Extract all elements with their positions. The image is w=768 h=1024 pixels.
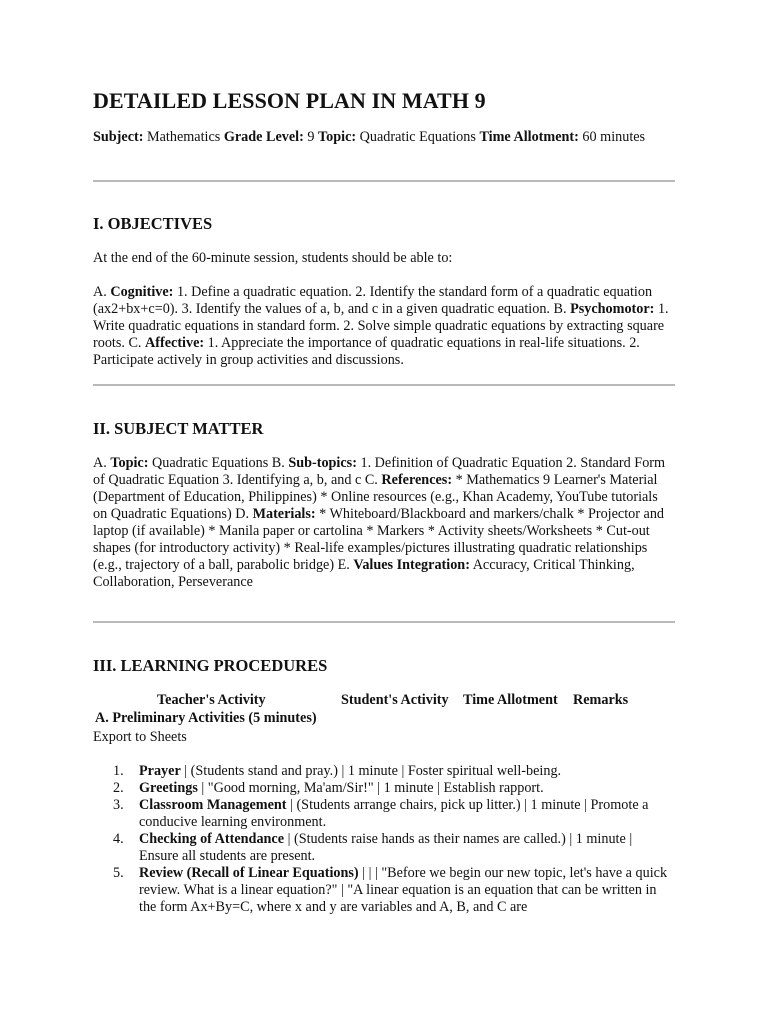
list-item — [113, 780, 675, 797]
lesson-meta — [93, 129, 675, 146]
objective-a-prefix: A. — [93, 284, 107, 300]
subject-value: Mathematics — [147, 129, 221, 145]
objectives-heading: I. OBJECTIVES — [93, 214, 213, 233]
column-header-time: Time Allotment — [463, 692, 558, 708]
time-value: 60 minutes — [582, 129, 646, 145]
list-item-text: | (Students raise hands as their names are called.) | 1 minute | Ensure all students are present. — [139, 831, 633, 864]
subtopics-text: 1. Definition of Quadratic Equation 2. Standard Form of Quadratic Equation 3. Identifying a, b, and c C. — [93, 455, 666, 488]
list-item-label: Checking of Attendance — [139, 831, 285, 847]
procedures-heading: III. LEARNING PROCEDURES — [93, 656, 328, 675]
list-item-text: | (Students arrange chairs, pick up litter.) | 1 minute | Promote a conducive learning environment. — [139, 797, 649, 830]
materials-text: * Whiteboard/Blackboard and markers/chalk * Projector and laptop (if available) * Manila paper or cartolina * Markers * Activity sheets/Worksheets * Cut-out shapes (for introductory activity) * Real-life examples/pictures illustrating quadratic relationships (e.g., trajectory of a ball, parabolic bridge) E. — [93, 506, 665, 573]
references-label: References: — [381, 472, 453, 488]
subject-label: Subject: — [93, 129, 144, 145]
export-to-sheets-link[interactable]: Export to Sheets — [93, 729, 187, 745]
affective-label: Affective: — [145, 335, 205, 351]
list-item-number: 1. — [113, 763, 124, 779]
subject-matter-body — [93, 455, 675, 591]
grade-label: Grade Level: — [223, 129, 304, 145]
cognitive-label: Cognitive: — [110, 284, 174, 300]
topic-label: Topic: — [318, 129, 357, 145]
references-text: * Mathematics 9 Learner's Material (Department of Education, Philippines) * Online resources (e.g., Khan Academy, YouTube tutorials on Quadratic Equations) D. — [93, 472, 658, 522]
subject-matter-heading: II. SUBJECT MATTER — [93, 419, 264, 438]
list-item — [113, 865, 675, 916]
sm-topic-label: Topic: — [110, 455, 149, 471]
list-item-text: | "Good morning, Ma'am/Sir!" | 1 minute | Establish rapport. — [197, 780, 544, 796]
list-item-number: 2. — [113, 780, 124, 796]
list-item-number: 5. — [113, 865, 124, 881]
preliminary-activities-subhead: A. Preliminary Activities (5 minutes) — [95, 710, 317, 726]
topic-value: Quadratic Equations — [359, 129, 476, 145]
column-header-remarks: Remarks — [573, 692, 629, 708]
affective-text: 1. Appreciate the importance of quadratic equations in real-life situations. 2. Participate actively in group activities and discussions. — [93, 335, 640, 368]
grade-value: 9 — [307, 129, 315, 145]
divider — [93, 180, 675, 182]
list-item-text: | | | "Before we begin our new topic, let's have a quick review. What is a linear equation?" | "A linear equation is an equation that can be written in the form Ax+By=C, where x and y are variables and A, B, and C are — [139, 865, 668, 915]
list-item-label: Classroom Management — [139, 797, 287, 813]
list-item — [113, 797, 675, 831]
values-label: Values Integration: — [353, 557, 470, 573]
sm-topic-text: Quadratic Equations B. — [152, 455, 285, 471]
subject-matter-a-prefix: A. — [93, 455, 107, 471]
divider — [93, 621, 675, 623]
list-item-label: Greetings — [139, 780, 198, 796]
list-item-text: | (Students stand and pray.) | 1 minute | Foster spiritual well-being. — [180, 763, 562, 779]
objectives-intro: At the end of the 60-minute session, students should be able to: — [93, 250, 453, 266]
column-header-student: Student's Activity — [341, 692, 449, 708]
list-item-number: 4. — [113, 831, 124, 847]
values-text: Accuracy, Critical Thinking, Collaboration, Perseverance — [93, 557, 635, 590]
document-title: DETAILED LESSON PLAN IN MATH 9 — [93, 88, 486, 113]
list-item — [113, 831, 675, 865]
column-header-teacher: Teacher's Activity — [157, 692, 266, 708]
list-item-label: Prayer — [139, 763, 181, 779]
psychomotor-text: 1. Write quadratic equations in standard form. 2. Solve simple quadratic equations by extracting square roots. C. — [93, 301, 669, 351]
procedures-table-header — [93, 692, 675, 710]
psychomotor-label: Psychomotor: — [570, 301, 655, 317]
divider — [93, 384, 675, 386]
list-item-label: Review (Recall of Linear Equations) — [139, 865, 359, 881]
list-item — [113, 763, 675, 780]
materials-label: Materials: — [252, 506, 316, 522]
cognitive-text: 1. Define a quadratic equation. 2. Identify the standard form of a quadratic equation (ax2+bx+c=0). 3. Identify the values of a, b, and c in a given quadratic equation. B. — [93, 284, 653, 317]
objectives-body — [93, 284, 675, 369]
procedures-list — [93, 763, 675, 916]
list-item-number: 3. — [113, 797, 124, 813]
time-label: Time Allotment: — [479, 129, 579, 145]
subtopics-label: Sub-topics: — [288, 455, 357, 471]
